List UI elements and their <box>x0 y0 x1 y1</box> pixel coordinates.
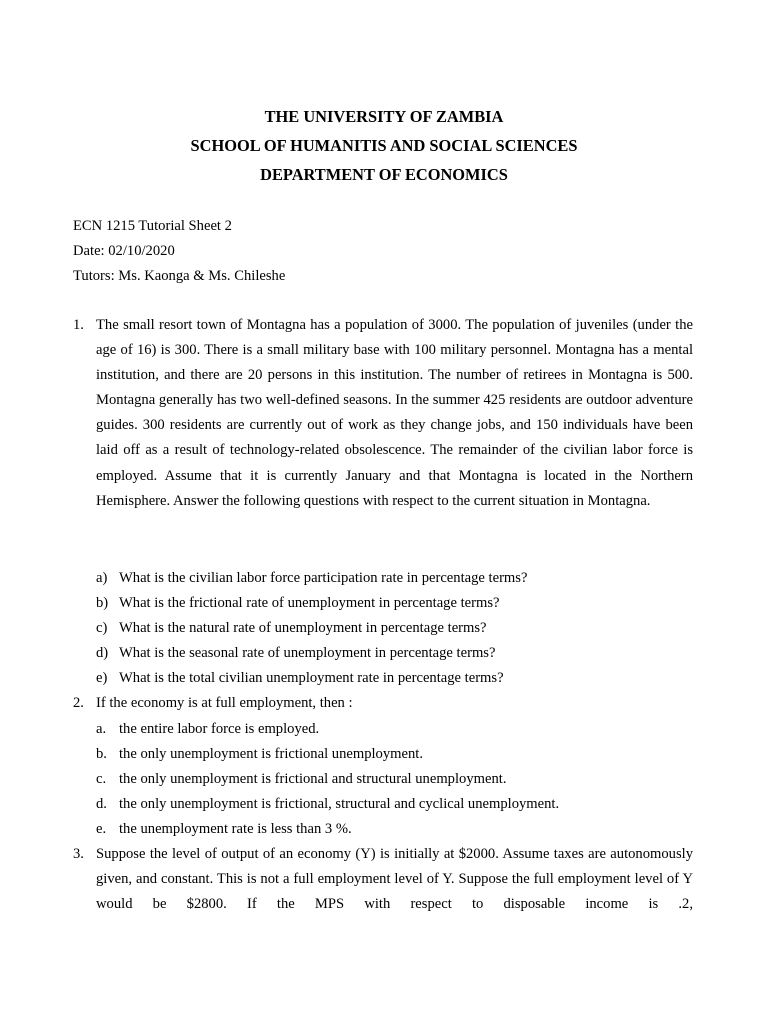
course-line: ECN 1215 Tutorial Sheet 2 <box>73 218 232 234</box>
tutors-line: Tutors: Ms. Kaonga & Ms. Chileshe <box>73 268 286 284</box>
sub-letter: e) <box>96 670 108 687</box>
option-letter: d. <box>96 796 107 813</box>
university-title: THE UNIVERSITY OF ZAMBIA <box>264 107 504 126</box>
list-item <box>96 591 693 616</box>
sub-text: What is the civilian labor force participation rate in percentage terms? <box>119 570 528 586</box>
question-number: 2. <box>73 695 84 711</box>
sub-text: What is the frictional rate of unemployment in percentage terms? <box>119 595 500 612</box>
option-text: the only unemployment is frictional unemployment. <box>119 746 423 763</box>
option-text: the entire labor force is employed. <box>119 721 320 737</box>
question-number: 3. <box>73 846 84 862</box>
sub-letter: d) <box>96 645 109 662</box>
list-item <box>96 616 693 641</box>
question-text: The small resort town of Montagna has a population of 3000. The population of juveniles (under the age of 16) is 300. There is a small military base with 100 military personnel. Montagna has a mental institution, and there are 20 persons in this institution. The number of retirees in Montagna is 500. Montagna generally has two well-defined seasons. In the summer 425 residents are outdoor adventure guides. 300 residents are currently out of work as they change jobs, and 150 individuals have been laid off as a result of technology-related obsolescence. The remainder of the civilian labor force is employed. Assume that it is currently January and that Montagna is located in the Northern Hemisphere. Answer the following questions with respect to the current situation in Montagna. <box>96 317 693 509</box>
question-1 <box>73 313 693 514</box>
list-item <box>96 742 693 767</box>
list-item <box>96 641 693 666</box>
option-letter: c. <box>96 771 107 788</box>
department-title: DEPARTMENT OF ECONOMICS <box>260 165 508 184</box>
sub-text: What is the seasonal rate of unemployment in percentage terms? <box>119 645 496 662</box>
document-header <box>0 102 768 189</box>
list-item <box>96 566 693 591</box>
sub-text: What is the total civilian unemployment rate in percentage terms? <box>119 670 504 687</box>
sub-letter: b) <box>96 595 109 612</box>
option-letter: e. <box>96 821 107 838</box>
option-text: the unemployment rate is less than 3 %. <box>119 821 352 838</box>
list-item <box>96 767 693 792</box>
question-number: 1. <box>73 317 84 333</box>
list-item <box>96 817 693 842</box>
sub-letter: a) <box>96 570 108 586</box>
option-text: the only unemployment is frictional and structural unemployment. <box>119 771 507 788</box>
question-3 <box>73 842 693 917</box>
sub-text: What is the natural rate of unemployment in percentage terms? <box>119 620 487 637</box>
option-letter: a. <box>96 721 107 737</box>
school-title: SCHOOL OF HUMANITIS AND SOCIAL SCIENCES <box>190 136 578 155</box>
option-letter: b. <box>96 746 107 763</box>
tutorial-meta <box>73 214 693 289</box>
list-item <box>96 666 693 691</box>
question-text: Suppose the level of output of an economy (Y) is initially at $2000. Assume taxes are autonomously given, and constant. This is not a full employment level of Y. Suppose the full employment level of Y would be $2800. If the MPS with respect to disposable income is .2, <box>96 846 693 913</box>
question-2 <box>73 691 693 716</box>
list-item <box>96 717 693 742</box>
date-line: Date: 02/10/2020 <box>73 243 175 259</box>
question-text: If the economy is at full employment, then : <box>96 695 353 711</box>
list-item <box>96 792 693 817</box>
option-text: the only unemployment is frictional, structural and cyclical unemployment. <box>119 796 560 813</box>
question-2-options <box>96 717 693 842</box>
sub-letter: c) <box>96 620 108 637</box>
question-1-subquestions <box>96 566 693 691</box>
